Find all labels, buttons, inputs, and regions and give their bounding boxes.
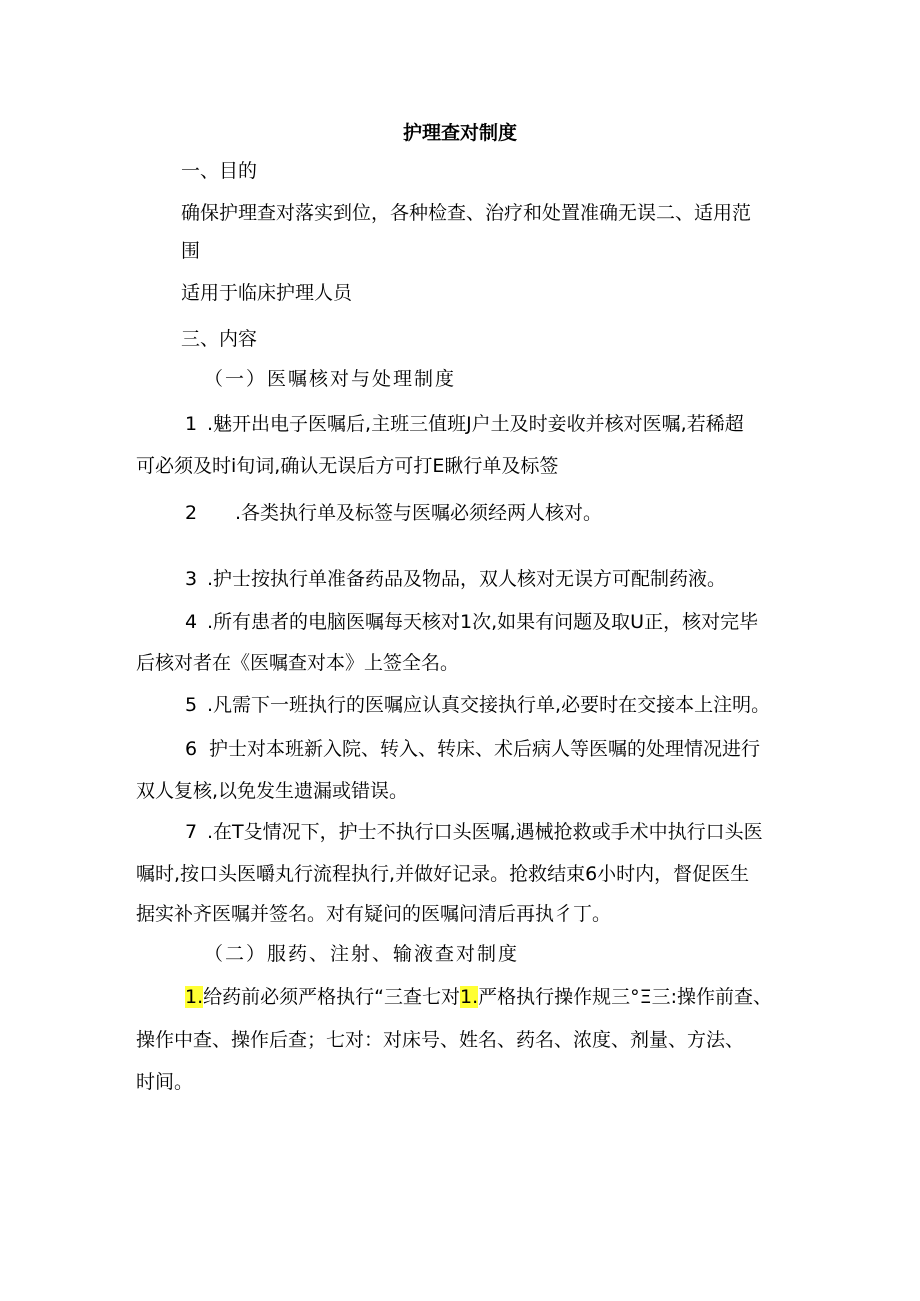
list-item-1 <box>185 411 744 437</box>
subsection-1-heading: （一）医嘱核对与处理制度 <box>204 368 457 390</box>
list-item-3 <box>185 566 726 592</box>
list-item-4-cont: 后核对者在《医嘱查对本》上签全名。 <box>136 652 460 674</box>
subsection-2-heading: （二）服药、注射、输液查对制度 <box>204 943 520 965</box>
list-item-6 <box>185 736 760 762</box>
section-1-text: 确保护理查对落实到位，各种检查、治疗和处置准确无误二、适用范 <box>181 202 752 224</box>
list-item-5 <box>185 692 770 718</box>
item-text: .凡需下一班执行的医嘱应认真交接执行单,必要时在交接本上注明。 <box>207 694 771 716</box>
list-item-6-cont: 双人复核,以免发生遗漏或错误。 <box>136 780 409 802</box>
item-number: 6 <box>185 738 198 760</box>
list-item-7-cont: 嘱时,按口头医嚼丸行流程执行,并做好记录。抢救结束6小时内，督促医生 <box>136 863 750 885</box>
item-text: .护士按执行单准备药品及物品，双人核对无误方可配制药液。 <box>207 568 727 590</box>
item-number: 4 <box>185 611 198 633</box>
paragraph-2-line-3: 时间。 <box>136 1071 194 1093</box>
item-number: 7 <box>185 821 198 843</box>
item-number: 5 <box>185 694 198 716</box>
list-item-7-cont-2: 据实补齐医嘱并签名。对有疑问的医嘱问清后再执彳丁。 <box>136 903 612 925</box>
item-text: .所有患者的电脑医嘱每天核对1次,如果有问题及取U正，核对完毕 <box>207 611 759 633</box>
highlight-mark: 1. <box>185 986 204 1008</box>
list-item-2 <box>185 500 602 526</box>
list-item-4 <box>185 609 758 635</box>
list-item-7 <box>185 819 763 845</box>
item-number: 1 <box>185 413 198 435</box>
paragraph-2-line-1 <box>185 984 772 1010</box>
item-text: .在T殳情况下，护士不执行口头医嘱,遇械抢救或手术中执行口头医 <box>207 821 763 843</box>
section-1-text-cont: 围 <box>181 240 201 262</box>
section-2-text: 适用于临床护理人员 <box>181 282 353 304</box>
item-number: 2 <box>185 502 198 524</box>
section-1-heading: 一、目的 <box>181 160 258 182</box>
document-title: 护理查对制度 <box>402 122 517 144</box>
item-text: .魅开出电子医嘱后,主班三值班J户土及时妾收并核对医嘱,若稀超 <box>207 413 744 435</box>
item-number: 3 <box>185 568 198 590</box>
paragraph-text: 给药前必须严格执行“三查七对 <box>203 986 460 1008</box>
item-text: 护士对本班新入院、转入、转床、术后病人等医嘱的处理情况进行 <box>209 738 761 760</box>
item-text: .各类执行单及标签与医嘱必须经两人核对。 <box>235 502 603 524</box>
list-item-1-cont: 可必须及时i旬词,确认无误后方可打E瞅行单及标签 <box>136 455 559 477</box>
paragraph-text: 严格执行操作规三°Ξ三:操作前查、 <box>478 986 773 1008</box>
paragraph-2-line-2: 操作中查、操作后查；七对：对床号、姓名、药名、浓度、剂量、方法、 <box>136 1029 745 1051</box>
section-3-heading: 三、内容 <box>181 328 258 350</box>
highlight-mark: 1. <box>460 986 479 1008</box>
